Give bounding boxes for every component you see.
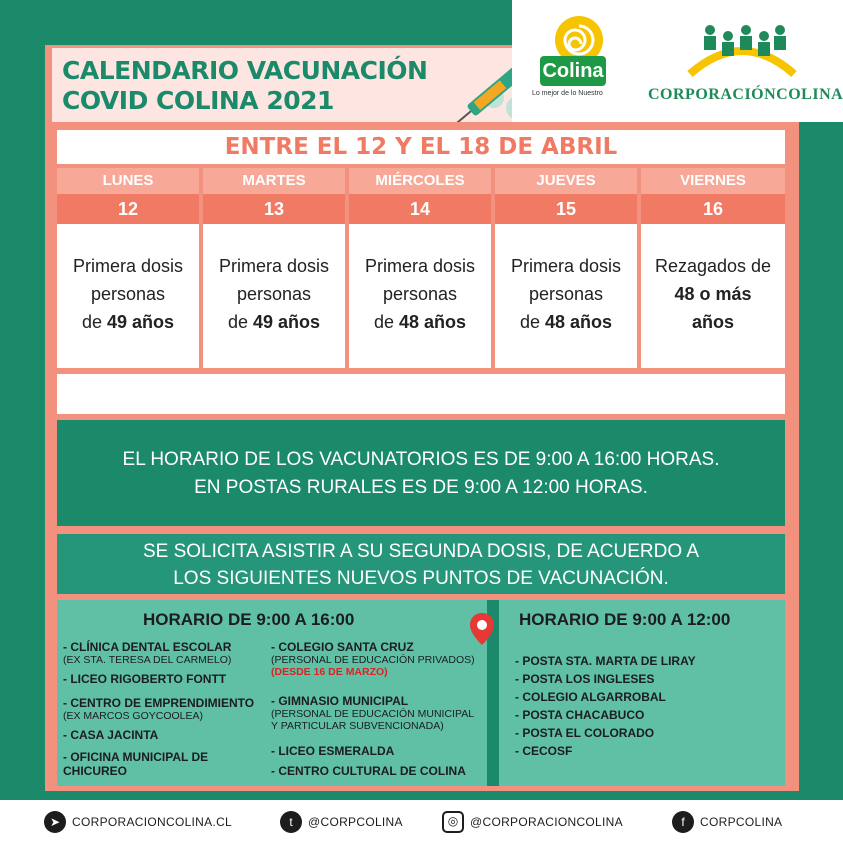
day-number: 12 — [57, 194, 199, 224]
day-column — [203, 168, 345, 368]
day-line3-prefix: de — [519, 312, 545, 332]
day-age: 48 años — [398, 312, 467, 332]
day-line3-prefix: de — [81, 312, 107, 332]
second-dose-notice — [57, 534, 785, 594]
day-line1: Rezagados de — [654, 256, 772, 276]
day-description — [57, 224, 199, 368]
colina-tagline: Lo mejor de lo Nuestro — [532, 90, 603, 97]
list-item — [63, 728, 158, 742]
list-item: - POSTA CHACABUCO — [515, 708, 645, 722]
cursor-icon: ➤ — [44, 811, 66, 833]
day-line1: Primera dosis — [72, 256, 184, 276]
day-line3 — [203, 308, 345, 336]
location-pin-icon — [469, 612, 495, 646]
day-description — [641, 224, 785, 368]
list-item — [271, 744, 394, 758]
point-note: (PERSONAL DE EDUCACIÓN MUNICIPAL — [271, 708, 475, 720]
day-line1: Primera dosis — [364, 256, 476, 276]
point-date-note: (DESDE 16 DE MARZO) — [271, 666, 388, 678]
list-item: - POSTA STA. MARTA DE LIRAY — [515, 654, 696, 668]
facebook-icon: f — [672, 811, 694, 833]
day-name: VIERNES — [641, 168, 785, 194]
day-description — [495, 224, 637, 368]
point-name-cont: CHICUREO — [63, 764, 128, 778]
day-description — [203, 224, 345, 368]
list-item — [271, 694, 474, 732]
day-line2: personas — [236, 284, 312, 304]
day-number: 16 — [641, 194, 785, 224]
point-name: - OFICINA MUNICIPAL DE — [63, 750, 209, 764]
day-name: LUNES — [57, 168, 199, 194]
point-name: - CENTRO DE EMPRENDIMIENTO — [63, 696, 255, 710]
twitter-icon: t — [280, 811, 302, 833]
point-note-cont: Y PARTICULAR SUBVENCIONADA) — [271, 720, 444, 732]
day-age: 49 años — [106, 312, 175, 332]
day-line2: personas — [528, 284, 604, 304]
request-line1: SE SOLICITA ASISTIR A SU SEGUNDA DOSIS, DE ACUERDO A — [142, 541, 700, 562]
point-name: - CLÍNICA DENTAL ESCOLAR — [63, 640, 232, 654]
point-name: - LICEO ESMERALDA — [271, 744, 395, 758]
hours-line1: EL HORARIO DE LOS VACUNATORIOS ES DE 9:00 A 16:00 HORAS. — [122, 449, 720, 470]
hours-notice — [57, 420, 785, 526]
footer-twitter-text: @CORPCOLINA — [308, 815, 403, 829]
day-number: 14 — [349, 194, 491, 224]
vaccination-points — [57, 600, 785, 786]
points-9-16-heading: HORARIO DE 9:00 A 16:00 — [143, 610, 355, 629]
day-line3 — [495, 308, 637, 336]
day-column — [57, 168, 199, 368]
day-line3 — [57, 308, 199, 336]
day-line3-prefix: de — [373, 312, 399, 332]
footer-website-text: CORPORACIONCOLINA.CL — [72, 815, 233, 829]
day-line1: Primera dosis — [218, 256, 330, 276]
list-item: - POSTA EL COLORADO — [515, 726, 655, 740]
footer-website-link[interactable] — [44, 810, 232, 834]
blank-row — [57, 374, 785, 414]
people-arc-icon — [682, 18, 802, 78]
instagram-icon: ◎ — [442, 811, 464, 833]
list-item: - CECOSF — [515, 744, 573, 758]
day-name: MARTES — [203, 168, 345, 194]
point-note: (PERSONAL DE EDUCACIÓN PRIVADOS) — [271, 654, 475, 666]
title-area — [52, 48, 512, 122]
day-line2 — [641, 280, 785, 308]
day-age: años — [691, 312, 734, 332]
footer-facebook-link[interactable] — [672, 810, 782, 834]
day-column — [495, 168, 637, 368]
footer-instagram-link[interactable] — [442, 810, 623, 834]
points-9-16 — [57, 600, 487, 786]
list-item: - POSTA LOS INGLESES — [515, 672, 655, 686]
point-note: (EX STA. TERESA DEL CARMELO) — [63, 654, 232, 666]
date-range-banner: ENTRE EL 12 Y EL 18 DE ABRIL — [57, 130, 785, 164]
title-line2: COVID COLINA 2021 — [62, 86, 334, 115]
list-item — [271, 640, 475, 678]
list-item — [63, 696, 254, 722]
footer-facebook-text: CORPCOLINA — [700, 815, 783, 829]
title-line1: CALENDARIO VACUNACIÓN — [62, 56, 428, 85]
list-item: - COLEGIO ALGARROBAL — [515, 690, 666, 704]
day-line2-bold: 48 o más — [674, 284, 752, 304]
day-line3-prefix: de — [227, 312, 253, 332]
day-line2: personas — [382, 284, 458, 304]
list-item — [271, 764, 466, 778]
points-9-12 — [499, 600, 785, 786]
list-item — [63, 640, 231, 666]
day-number: 13 — [203, 194, 345, 224]
day-line2: personas — [90, 284, 166, 304]
footer — [0, 800, 843, 843]
hours-line2: EN POSTAS RURALES ES DE 9:00 A 12:00 HORAS. — [194, 477, 648, 498]
day-number: 15 — [495, 194, 637, 224]
list-item — [63, 750, 208, 778]
page-title — [62, 56, 427, 116]
logos-box — [512, 0, 843, 122]
point-note: (EX MARCOS GOYCOOLEA) — [63, 710, 204, 722]
points-9-12-heading: HORARIO DE 9:00 A 12:00 — [519, 610, 731, 629]
day-name: JUEVES — [495, 168, 637, 194]
footer-twitter-link[interactable] — [280, 810, 403, 834]
day-name: MIÉRCOLES — [349, 168, 491, 194]
list-item — [63, 672, 226, 686]
day-column — [641, 168, 785, 368]
point-name: - LICEO RIGOBERTO FONTT — [63, 672, 227, 686]
point-name: - COLEGIO SANTA CRUZ — [271, 640, 414, 654]
day-line3 — [349, 308, 491, 336]
footer-instagram-text: @CORPORACIONCOLINA — [470, 815, 623, 829]
colina-wordmark: Colina — [540, 56, 606, 86]
request-line2: LOS SIGUIENTES NUEVOS PUNTOS DE VACUNACIÓN. — [173, 568, 669, 589]
day-line1: Primera dosis — [510, 256, 622, 276]
day-description — [349, 224, 491, 368]
day-age: 49 años — [252, 312, 321, 332]
point-name: - CASA JACINTA — [63, 728, 159, 742]
day-line3 — [641, 308, 785, 336]
day-column — [349, 168, 491, 368]
point-name: - CENTRO CULTURAL DE COLINA — [271, 764, 466, 778]
corporacion-wordmark: CORPORACIÓNCOLINA — [648, 86, 843, 103]
day-age: 48 años — [544, 312, 613, 332]
point-name: - GIMNASIO MUNICIPAL — [271, 694, 409, 708]
corporacion-logo — [642, 18, 843, 118]
days-grid — [57, 168, 785, 368]
